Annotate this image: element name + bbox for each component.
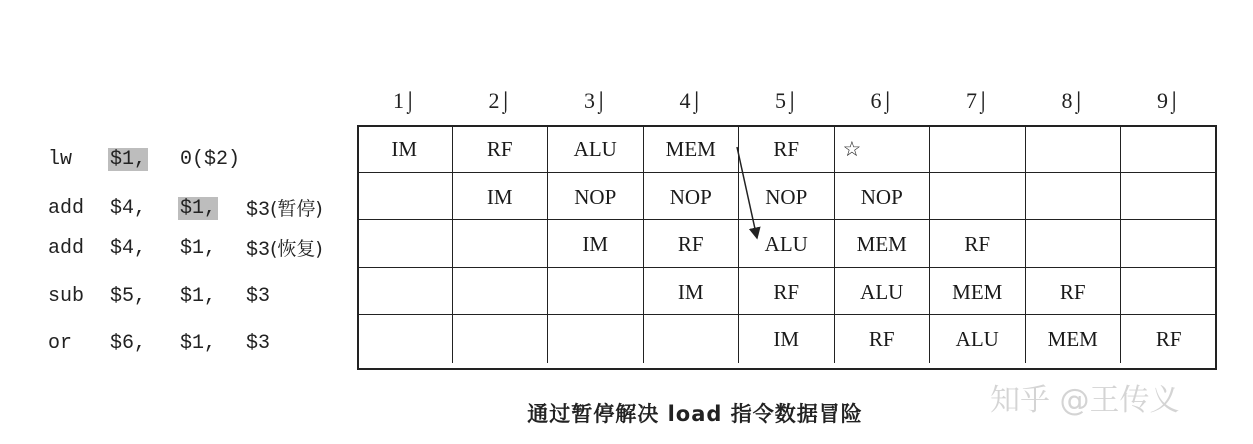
- empty-cell: [357, 315, 453, 363]
- empty-cell: [1121, 268, 1217, 316]
- dest-register: $4,: [110, 196, 147, 220]
- empty-cell: [1026, 220, 1122, 268]
- clock-tick-icon: ⌡: [976, 91, 990, 113]
- pipeline-stage-cell: NOP: [644, 173, 740, 221]
- source-operand: 0($2): [180, 147, 241, 171]
- pipeline-stage-cell: NOP: [548, 173, 644, 221]
- pipeline-stage-cell: RF: [1026, 268, 1122, 316]
- empty-cell: [548, 315, 644, 363]
- target-register: $3: [246, 331, 271, 355]
- cycle-number: 2: [488, 88, 500, 113]
- opcode: add: [48, 196, 85, 220]
- cycle-number: 7: [965, 88, 977, 113]
- pipeline-stage-cell: IM: [357, 125, 453, 173]
- cycle-number: 6: [870, 88, 882, 113]
- cycle-number: 1: [392, 88, 404, 113]
- pipeline-stage-cell: ☆: [835, 125, 931, 173]
- clock-cycle-label: [739, 88, 834, 114]
- empty-cell: [357, 268, 453, 316]
- pipeline-stage-cell: ALU: [548, 125, 644, 173]
- empty-cell: [1121, 125, 1217, 173]
- empty-cell: [1026, 125, 1122, 173]
- figure-caption: 通过暂停解决 load 指令数据冒险: [527, 402, 863, 426]
- cycle-number: 5: [774, 88, 786, 113]
- pipeline-stage-cell: ALU: [930, 315, 1026, 363]
- pipeline-stage-cell: MEM: [930, 268, 1026, 316]
- clock-cycle-label: [835, 88, 930, 114]
- cycle-number: 4: [679, 88, 691, 113]
- source-register: $1,: [180, 284, 217, 308]
- empty-cell: [1121, 173, 1217, 221]
- pipeline-stage-cell: ALU: [739, 220, 835, 268]
- pipeline-stage-cell: MEM: [835, 220, 931, 268]
- clock-tick-icon: ⌡: [594, 91, 608, 113]
- empty-cell: [1121, 220, 1217, 268]
- clock-cycle-label: [1121, 88, 1216, 114]
- pipeline-stage-cell: RF: [644, 220, 740, 268]
- clock-cycle-label: [453, 88, 548, 114]
- empty-cell: [930, 173, 1026, 221]
- opcode: sub: [48, 284, 85, 308]
- empty-cell: [453, 220, 549, 268]
- clock-tick-icon: ⌡: [690, 91, 703, 113]
- stall-note: (暂停): [270, 198, 323, 220]
- pipeline-stage-cell: NOP: [835, 173, 931, 221]
- pipeline-stage-cell: RF: [930, 220, 1026, 268]
- pipeline-stage-cell: RF: [453, 125, 549, 173]
- clock-cycle-label: [1026, 88, 1121, 114]
- pipeline-stage-cell: MEM: [1026, 315, 1122, 363]
- clock-tick-icon: ⌡: [403, 91, 417, 113]
- opcode: lw: [48, 147, 73, 171]
- clock-tick-icon: ⌡: [1167, 91, 1181, 113]
- dest-register-highlighted: $1,: [110, 147, 147, 171]
- pipeline-stage-cell: NOP: [739, 173, 835, 221]
- source-register: $1,: [180, 331, 217, 355]
- pipeline-stage-cell: RF: [1155, 327, 1182, 351]
- dest-register: $6,: [110, 331, 147, 355]
- clock-cycle-label: [357, 88, 452, 114]
- pipeline-stage-cell: IM: [453, 173, 549, 221]
- target-register: $3(暂停): [246, 194, 323, 222]
- opcode: or: [48, 331, 73, 355]
- cycle-number: 9: [1156, 88, 1168, 113]
- dest-register: $4,: [110, 236, 147, 260]
- empty-cell: [453, 315, 549, 363]
- clock-tick-icon: ⌡: [881, 91, 894, 113]
- pipeline-stage-cell: RF: [739, 125, 835, 173]
- clock-cycle-label: [644, 88, 739, 114]
- opcode: add: [48, 236, 85, 260]
- clock-tick-icon: ⌡: [499, 91, 512, 113]
- dest-register: $5,: [110, 284, 147, 308]
- empty-cell: [453, 268, 549, 316]
- pipeline-stage-cell: RF: [739, 268, 835, 316]
- pipeline-stage-cell: MEM: [644, 125, 740, 173]
- cycle-number: 8: [1061, 88, 1073, 113]
- resume-note: (恢复): [270, 238, 323, 260]
- pipeline-stage-cell: IM: [739, 315, 835, 363]
- clock-cycle-label: [930, 88, 1025, 114]
- clock-cycle-label: [548, 88, 643, 114]
- pipeline-grid: [357, 125, 1217, 370]
- target-register: $3: [246, 284, 271, 308]
- pipeline-stage-cell: ALU: [835, 268, 931, 316]
- source-register-highlighted: $1,: [180, 196, 217, 220]
- watermark: 知乎 @王传义: [990, 383, 1180, 418]
- empty-cell: [644, 315, 740, 363]
- clock-tick-icon: ⌡: [785, 91, 799, 113]
- empty-cell: [930, 125, 1026, 173]
- clock-tick-icon: ⌡: [1072, 91, 1085, 113]
- empty-cell: [357, 173, 453, 221]
- empty-cell: [548, 268, 644, 316]
- target-register: $3(恢复): [246, 234, 323, 262]
- source-register: $1,: [180, 236, 217, 260]
- empty-cell: [357, 220, 453, 268]
- empty-cell: [1026, 173, 1122, 221]
- pipeline-stage-cell: IM: [644, 268, 740, 316]
- pipeline-stage-cell: RF: [835, 315, 931, 363]
- cycle-number: 3: [583, 88, 595, 113]
- pipeline-stage-cell: IM: [548, 220, 644, 268]
